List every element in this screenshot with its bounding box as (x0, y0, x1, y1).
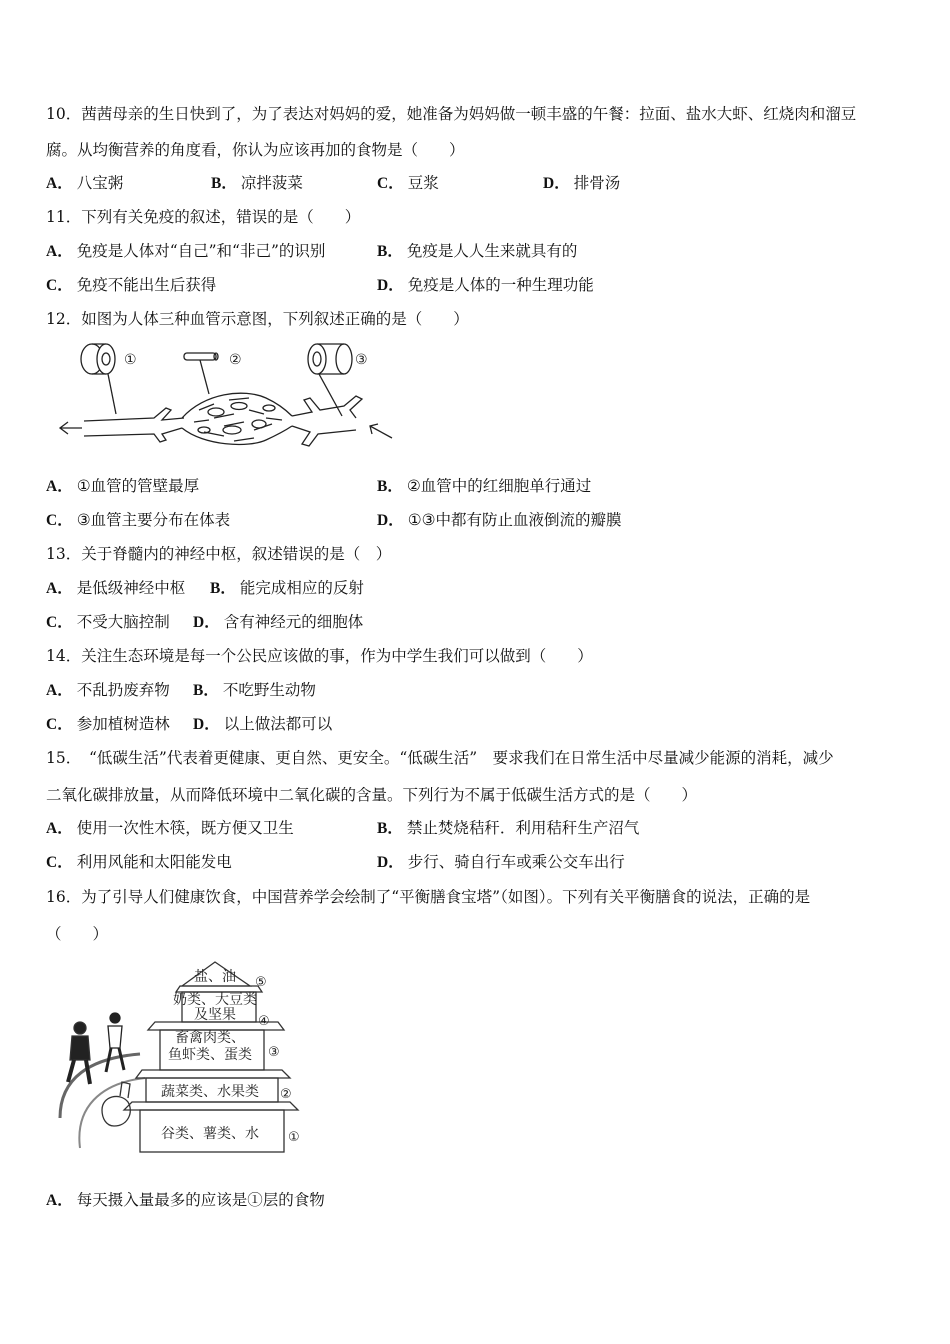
q14-option-d: D． 以上做法都可以 (193, 715, 333, 733)
pagoda-number-5: ⑤ (255, 975, 267, 990)
q10-stem-line1: 10．茜茜母亲的生日快到了，为了表达对妈妈的爱，她准备为妈妈做一顿丰盛的午餐：拉面、盐水大虾、红烧肉和溜豆 (46, 105, 857, 123)
q14-stem: 14．关注生态环境是每一个公民应该做的事，作为中学生我们可以做到（ ） (46, 647, 593, 665)
marker-3: ③ (355, 352, 368, 368)
q13-option-d: D． 含有神经元的细胞体 (193, 613, 364, 631)
q15-stem-line1: 15． “低碳生活”代表着更健康、更自然、更安全。“低碳生活” 要求我们在日常生活中尽量减少能源的消耗，减少 (46, 749, 834, 767)
vein-cross-section (308, 344, 352, 374)
q13-option-a: A． 是低级神经中枢 (46, 579, 186, 597)
q16-stem-line2: （ ） (46, 925, 109, 943)
q15-option-c: C． 利用风能和太阳能发电 (46, 853, 232, 871)
pagoda-number-2: ② (280, 1087, 292, 1102)
pagoda-level-3-label-b: 鱼虾类、蛋类 (168, 1047, 252, 1063)
q11-stem: 11．下列有关免疫的叙述，错误的是（ ） (46, 208, 361, 226)
q12-option-b: B． ②血管中的红细胞单行通过 (377, 477, 592, 495)
pagoda-level-4-label-b: 及坚果 (194, 1007, 236, 1023)
q12-option-d: D． ①③中都有防止血液倒流的瓣膜 (377, 511, 622, 529)
q12-option-c: C． ③血管主要分布在体表 (46, 511, 231, 529)
q16-option-a: A． 每天摄入量最多的应该是①层的食物 (46, 1191, 325, 1209)
q15-option-a: A． 使用一次性木筷，既方便又卫生 (46, 819, 294, 837)
pagoda-level-5-label: 盐、油 (194, 969, 236, 985)
capillary-segment (184, 353, 218, 360)
pagoda-level-1-label: 谷类、薯类、水 (161, 1126, 259, 1142)
blood-vessel-figure (54, 338, 399, 450)
pagoda-number-3: ③ (268, 1045, 280, 1060)
mascot-figure (102, 1082, 130, 1126)
q13-stem: 13．关于脊髓内的神经中枢，叙述错误的是（ ） (46, 545, 392, 563)
q14-option-a: A． 不乱扔废弃物 (46, 681, 170, 699)
q15-option-b: B． 禁止焚烧秸秆．利用秸秆生产沼气 (377, 819, 640, 837)
q11-option-c: C． 免疫不能出生后获得 (46, 276, 217, 294)
q13-option-c: C． 不受大脑控制 (46, 613, 170, 631)
runner-figure-2 (106, 1013, 124, 1072)
q11-option-a: A． 免疫是人体对“自己”和“非己”的识别 (46, 242, 326, 260)
q10-stem-line2: 腐。从均衡营养的角度看，你认为应该再加的食物是（ ） (46, 141, 465, 159)
q12-option-a: A． ①血管的管壁最厚 (46, 477, 200, 495)
q10-option-b: B． 凉拌菠菜 (211, 174, 303, 192)
pagoda-level-3-label-a: 畜禽肉类、 (175, 1030, 245, 1046)
q10-option-a: A． 八宝粥 (46, 174, 124, 192)
q15-stem-line2: 二氧化碳排放量，从而降低环境中二氧化碳的含量。下列行为不属于低碳生活方式的是（ ） (46, 786, 698, 804)
q12-stem: 12．如图为人体三种血管示意图，下列叙述正确的是（ ） (46, 310, 469, 328)
marker-1: ① (124, 352, 137, 368)
q14-option-b: B． 不吃野生动物 (193, 681, 316, 699)
marker-2: ② (229, 352, 242, 368)
q10-option-c: C． 豆浆 (377, 174, 439, 192)
artery-cross-section (81, 344, 115, 374)
pagoda-level-2-label: 蔬菜类、水果类 (161, 1084, 259, 1100)
q15-option-d: D． 步行、骑自行车或乘公交车出行 (377, 853, 625, 871)
q11-option-d: D． 免疫是人体的一种生理功能 (377, 276, 594, 294)
food-pagoda-figure (50, 958, 320, 1158)
q11-option-b: B． 免疫是人人生来就具有的 (377, 242, 578, 260)
q10-option-d: D． 排骨汤 (543, 174, 621, 192)
pagoda-number-4: ④ (258, 1014, 270, 1029)
pagoda-level-4-label-a: 奶类、大豆类 (173, 992, 257, 1008)
q14-option-c: C． 参加植树造林 (46, 715, 170, 733)
pagoda-number-1: ① (288, 1130, 300, 1145)
q16-stem-line1: 16．为了引导人们健康饮食，中国营养学会绘制了“平衡膳食宝塔”（如图）。下列有关平衡膳食的说法，正确的是 (46, 888, 811, 906)
q13-option-b: B． 能完成相应的反射 (210, 579, 364, 597)
